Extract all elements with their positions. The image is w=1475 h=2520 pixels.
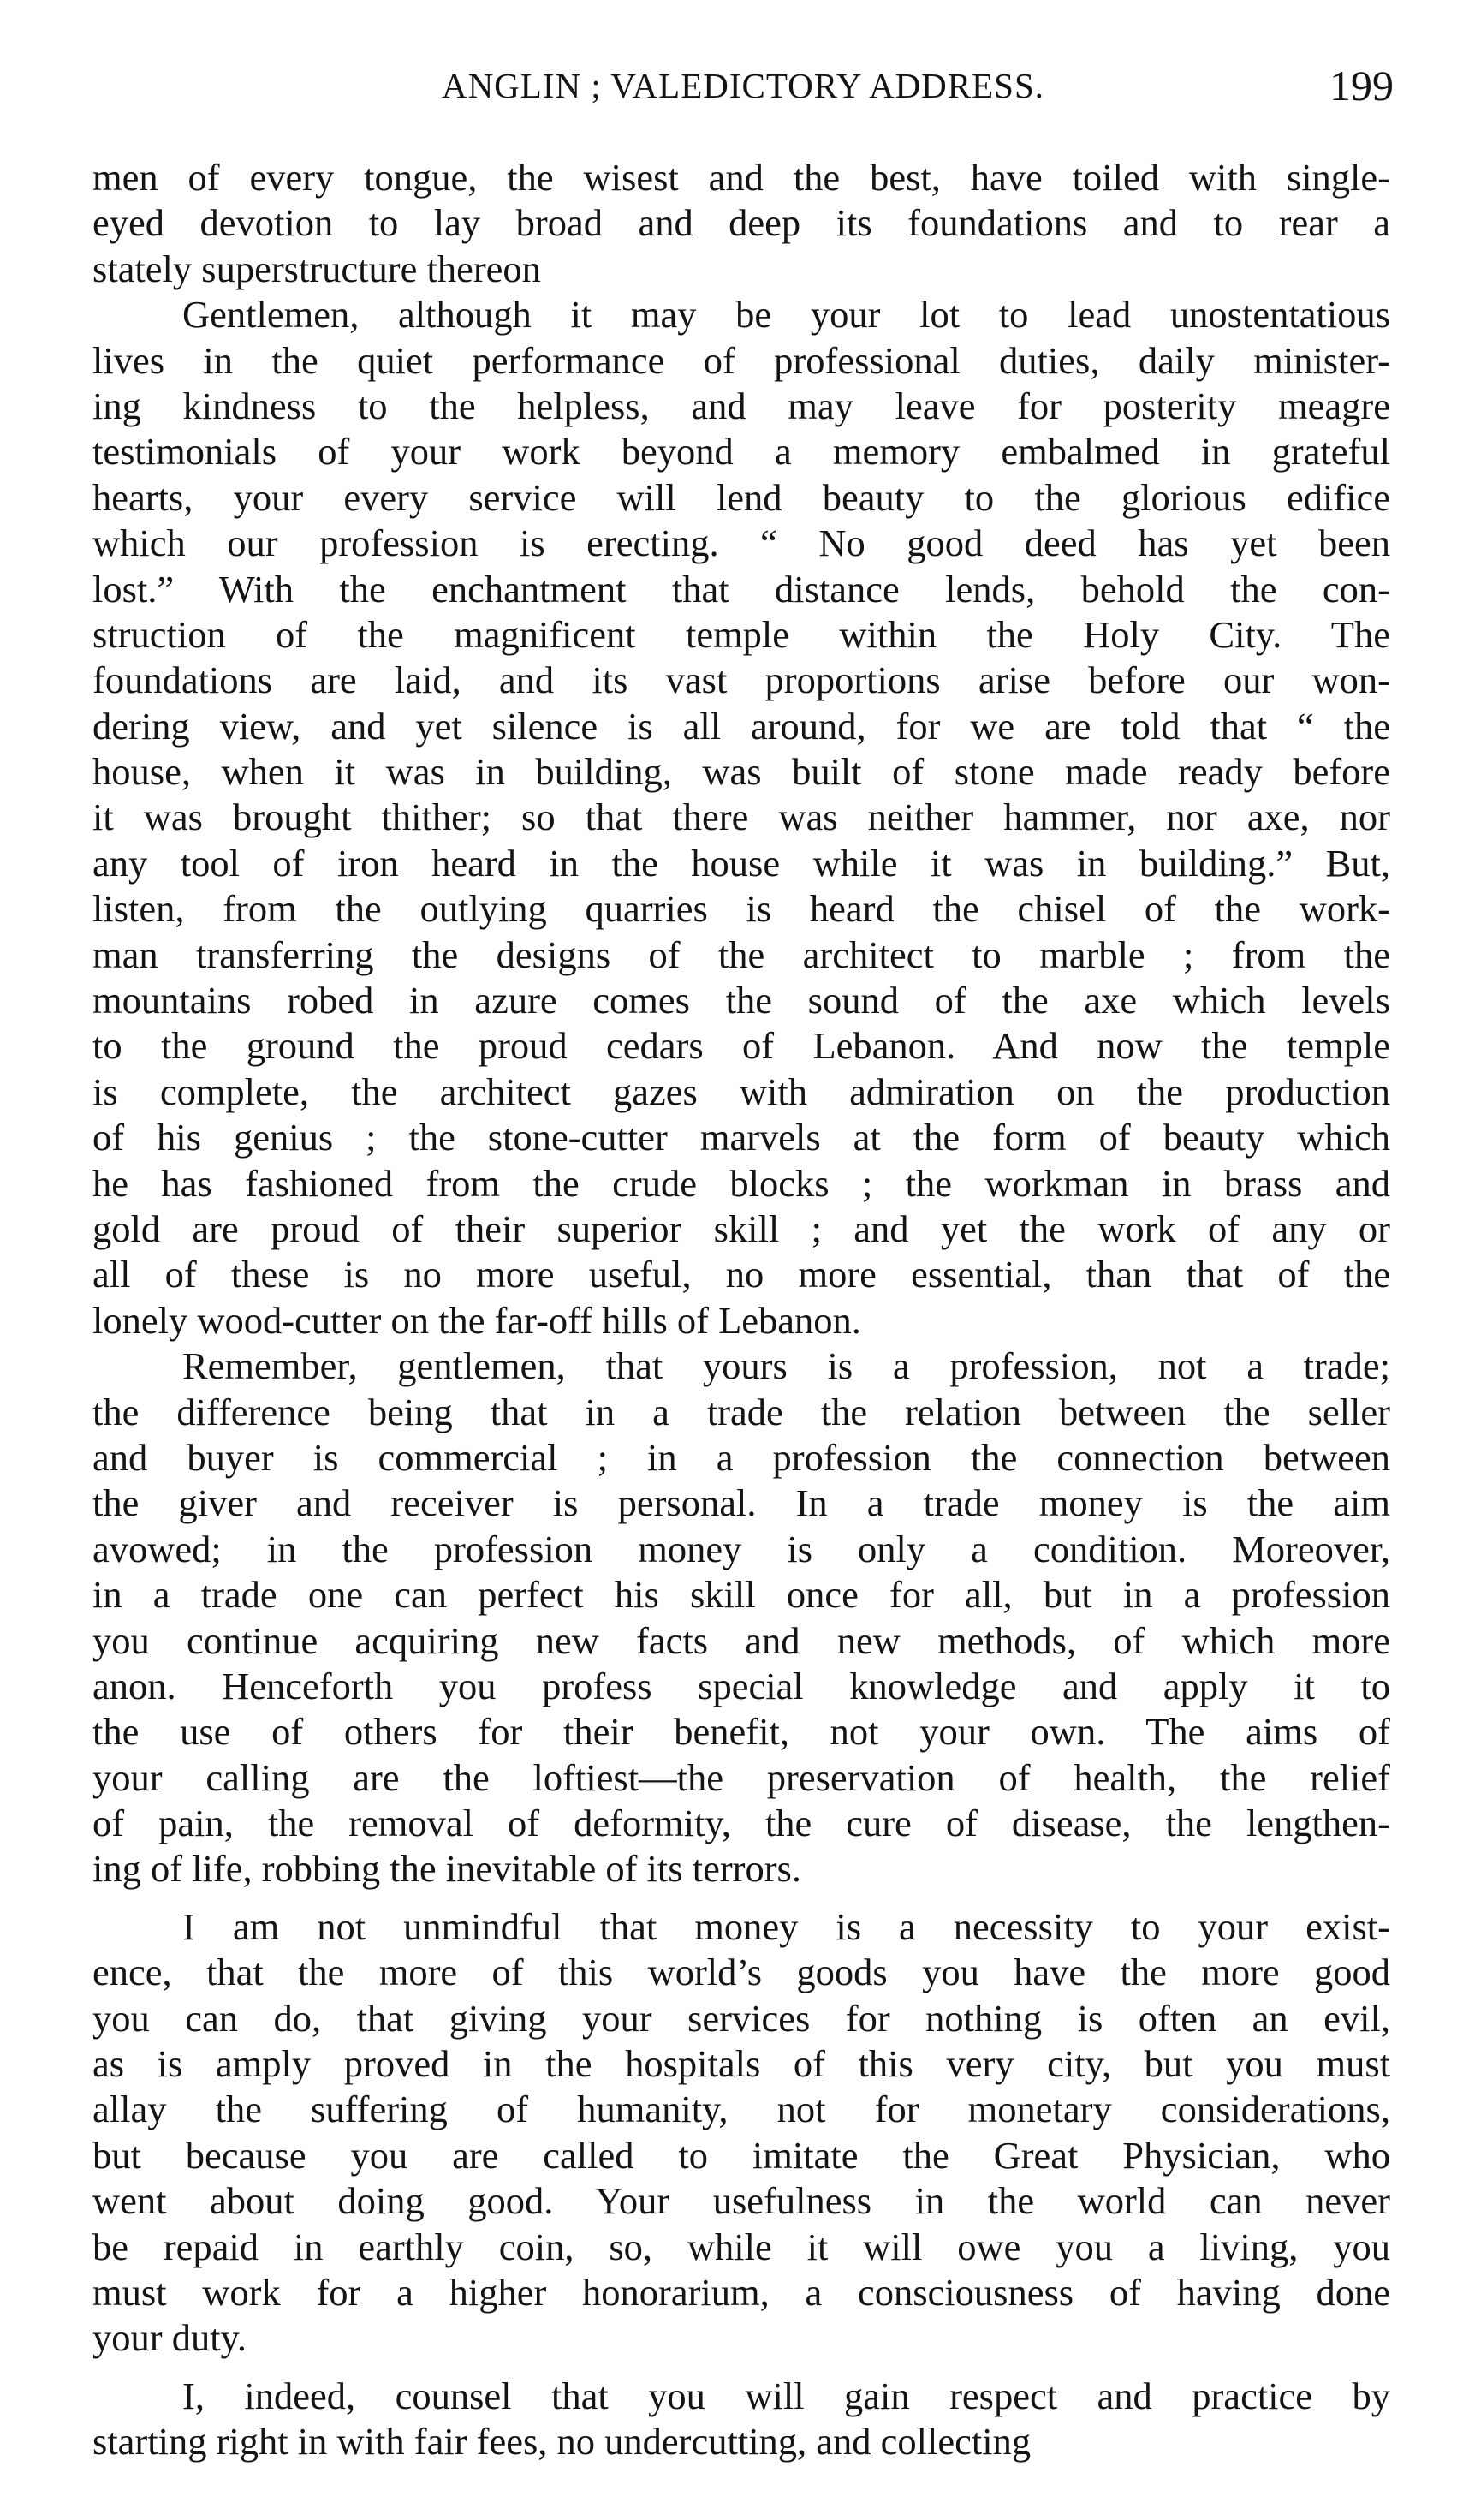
text-line: listen, from the outlying quarries is heard the chisel of the work- (92, 887, 1390, 931)
text-line: men of every tongue, the wisest and the best, have toiled with single- (92, 156, 1390, 199)
text-line: ence, that the more of this world’s goods you have the more good (92, 1951, 1390, 1994)
text-line: of his genius ; the stone-cutter marvels at the form of beauty which (92, 1116, 1390, 1159)
text-line: lives in the quiet performance of professional duties, daily minister- (92, 338, 1390, 382)
text-line: which our profession is erecting. “ No good deed has yet been (92, 521, 1390, 565)
paragraph (92, 1904, 1390, 2362)
text-line: must work for a higher honorarium, a consciousness of having done (92, 2270, 1390, 2314)
text-line: ing of life, robbing the inevitable of its terrors. (92, 1847, 801, 1891)
text-line: Remember, gentlemen, that yours is a profession, not a trade; (182, 1344, 1390, 1388)
paragraph (92, 2374, 1390, 2465)
text-line: be repaid in earthly coin, so, while it will owe you a living, you (92, 2225, 1390, 2268)
text-line: any tool of iron heard in the house while it was in building.” But, (92, 841, 1390, 885)
body-text (92, 155, 1390, 2465)
paragraph (92, 1343, 1390, 1892)
text-line: your calling are the loftiest—the preservation of health, the relief (92, 1755, 1390, 1799)
text-line: is complete, the architect gazes with admiration on the production (92, 1069, 1390, 1113)
text-line: your duty. (92, 2316, 247, 2360)
text-line: of pain, the removal of deformity, the cure of disease, the lengthen- (92, 1802, 1390, 1845)
text-line: but because you are called to imitate the Great Physician, who (92, 2133, 1390, 2177)
text-line: the use of others for their benefit, not your own. The aims of (92, 1710, 1390, 1754)
paragraph (92, 292, 1390, 1343)
text-line: he has fashioned from the crude blocks ; the workman in brass and (92, 1161, 1390, 1205)
text-line: in a trade one can perfect his skill once for all, but in a profession (92, 1573, 1390, 1617)
text-line: struction of the magnificent temple within the Holy City. The (92, 612, 1390, 656)
text-line: Gentlemen, although it may be your lot to lead unostentatious (182, 293, 1390, 337)
text-line: foundations are laid, and its vast proportions arise before our won- (92, 658, 1390, 702)
text-line: mountains robed in azure comes the sound of the axe which levels (92, 979, 1390, 1022)
text-line: ing kindness to the helpless, and may leave for posterity meagre (92, 384, 1390, 427)
text-line: to the ground the proud cedars of Lebanon. And now the temple (92, 1024, 1390, 1068)
text-line: gold are proud of their superior skill ; and yet the work of any or (92, 1206, 1390, 1250)
text-line: stately superstructure thereon (92, 247, 541, 290)
text-line: went about doing good. Your usefulness in the world can never (92, 2179, 1390, 2223)
text-line: hearts, your every service will lend beauty to the glorious edifice (92, 475, 1390, 519)
text-line: anon. Henceforth you profess special knowledge and apply it to (92, 1664, 1390, 1707)
text-line: testimonials of your work beyond a memory embalmed in grateful (92, 430, 1390, 474)
text-line: the difference being that in a trade the relation between the seller (92, 1390, 1390, 1433)
text-line: house, when it was in building, was built of stone made ready before (92, 750, 1390, 794)
running-head (92, 60, 1394, 111)
paragraph (92, 155, 1390, 292)
text-line: as is amply proved in the hospitals of this very city, but you must (92, 2042, 1390, 2086)
text-line: you can do, that giving your services for nothing is often an evil, (92, 1996, 1390, 2040)
text-line: I am not unmindful that money is a necessity to your exist- (182, 1904, 1390, 1948)
text-line: eyed devotion to lay broad and deep its foundations and to rear a (92, 201, 1390, 245)
text-line: you continue acquiring new facts and new methods, of which more (92, 1618, 1390, 1662)
text-line: lonely wood-cutter on the far-off hills of Lebanon. (92, 1298, 861, 1342)
text-line: all of these is no more useful, no more essential, than that of the (92, 1253, 1390, 1296)
text-line: dering view, and yet silence is all around, for we are told that “ the (92, 704, 1390, 748)
text-line: and buyer is commercial ; in a profession the connection between (92, 1435, 1390, 1479)
text-line: lost.” With the enchantment that distance lends, behold the con- (92, 567, 1390, 611)
text-line: starting right in with fair fees, no undercutting, and collecting (92, 2420, 1032, 2463)
page-number: 199 (1329, 62, 1394, 110)
running-title: ANGLIN ; VALEDICTORY ADDRESS. (441, 66, 1045, 105)
text-line: I, indeed, counsel that you will gain respect and practice by (182, 2374, 1390, 2417)
text-line: the giver and receiver is personal. In a trade money is the aim (92, 1481, 1390, 1525)
text-line: man transferring the designs of the architect to marble ; from the (92, 932, 1390, 976)
text-line: it was brought thither; so that there was neither hammer, nor axe, nor (92, 795, 1390, 839)
text-line: allay the suffering of humanity, not for monetary considerations, (92, 2088, 1390, 2131)
text-line: avowed; in the profession money is only a condition. Moreover, (92, 1527, 1390, 1570)
